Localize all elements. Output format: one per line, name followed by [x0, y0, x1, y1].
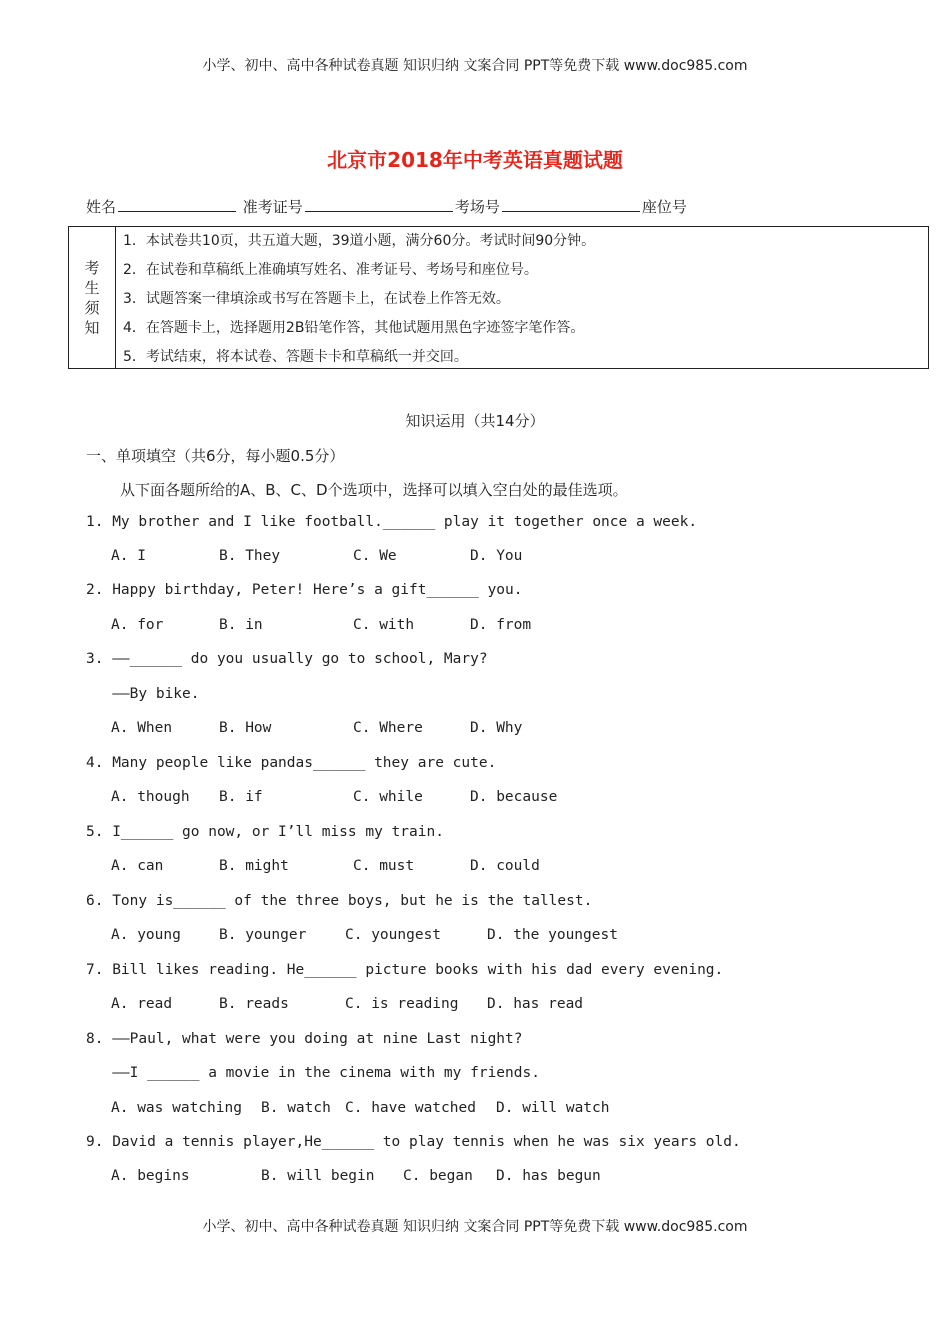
notice-label-char: 须: [84, 298, 100, 317]
option-d: D. the youngest: [487, 927, 618, 943]
page-title: 北京市2018年中考英语真题试题: [327, 148, 623, 172]
question-line: 2. Happy birthday, Peter! Here’s a gift______ you.: [86, 582, 523, 598]
option-a: A. read: [111, 996, 173, 1012]
section-title: 知识运用（共14分）: [405, 412, 545, 430]
question-line: 9. David a tennis player,He______ to play tennis when he was six years old.: [86, 1134, 741, 1150]
option-c: C. began: [403, 1168, 473, 1184]
option-d: D. has read: [487, 996, 584, 1012]
option-d: D. will watch: [496, 1100, 610, 1116]
option-b: B. in: [219, 617, 263, 633]
option-a: A. was watching: [111, 1100, 242, 1116]
option-b: B. if: [219, 789, 263, 805]
option-c: C. must: [353, 858, 415, 874]
room-label: 考场号: [454, 198, 500, 216]
option-a: A. young: [111, 927, 181, 943]
question-line: 5. I______ go now, or I’ll miss my train.: [86, 824, 444, 840]
candidate-info-line: [86, 196, 687, 217]
option-c: C. Where: [353, 720, 423, 736]
option-d: D. could: [470, 858, 540, 874]
question-line: 8. ——Paul, what were you doing at nine Last night?: [86, 1031, 523, 1047]
notice-item: 2．在试卷和草稿纸上准确填写姓名、准考证号、考场号和座位号。: [123, 262, 538, 278]
notice-label-char: 考: [84, 258, 100, 277]
question-line: 7. Bill likes reading. He______ picture books with his dad every evening.: [86, 962, 724, 978]
option-b: B. How: [219, 720, 272, 736]
page-footer: 小学、初中、高中各种试卷真题 知识归纳 文案合同 PPT等免费下载 www.doc985.com: [202, 1219, 748, 1235]
option-c: C. have watched: [345, 1100, 476, 1116]
option-b: B. might: [219, 858, 289, 874]
question-line: ——I ______ a movie in the cinema with my friends.: [86, 1065, 540, 1081]
notice-item: 4．在答题卡上，选择题用2B铅笔作答，其他试题用黑色字迹签字笔作答。: [123, 320, 585, 336]
option-d: D. from: [470, 617, 532, 633]
option-c: C. We: [353, 548, 397, 564]
question-line: 3. ——______ do you usually go to school, Mary?: [86, 651, 488, 667]
notice-item: 3．试题答案一律填涂或书写在答题卡上，在试卷上作答无效。: [123, 291, 510, 307]
notice-label-char: 生: [84, 278, 100, 297]
question-line: ——By bike.: [86, 686, 200, 702]
option-d: D. You: [470, 548, 523, 564]
option-c: C. while: [353, 789, 423, 805]
question-line: 4. Many people like pandas______ they are cute.: [86, 755, 497, 771]
seat-label: 座位号: [641, 198, 687, 216]
page-header: 小学、初中、高中各种试卷真题 知识归纳 文案合同 PPT等免费下载 www.doc985.com: [202, 58, 748, 74]
option-c: C. is reading: [345, 996, 459, 1012]
option-b: B. watch: [261, 1100, 331, 1116]
part-heading: 一、单项填空（共6分，每小题0.5分）: [86, 447, 345, 465]
option-a: A. When: [111, 720, 173, 736]
instruction-text: 从下面各题所给的A、B、C、D个选项中，选择可以填入空白处的最佳选项。: [120, 481, 628, 499]
question-line: 6. Tony is______ of the three boys, but he is the tallest.: [86, 893, 593, 909]
name-blank: [118, 197, 236, 212]
option-d: D. because: [470, 789, 558, 805]
option-d: D. Why: [470, 720, 523, 736]
option-d: D. has begun: [496, 1168, 601, 1184]
option-a: A. I: [111, 548, 146, 564]
option-a: A. can: [111, 858, 164, 874]
option-b: B. They: [219, 548, 281, 564]
notice-label-char: 知: [84, 318, 100, 337]
candidate-notice-box: [68, 226, 929, 369]
notice-items: [123, 229, 595, 374]
option-a: A. begins: [111, 1168, 190, 1184]
option-b: B. younger: [219, 927, 307, 943]
option-a: A. though: [111, 789, 190, 805]
ticket-blank: [305, 197, 453, 212]
notice-item: 5．考试结束，将本试卷、答题卡卡和草稿纸一并交回。: [123, 349, 468, 365]
option-c: C. youngest: [345, 927, 442, 943]
room-blank: [502, 197, 640, 212]
ticket-label: 准考证号: [242, 198, 303, 216]
option-b: B. reads: [219, 996, 289, 1012]
notice-item: 1．本试卷共10页，共五道大题，39道小题，满分60分。考试时间90分钟。: [123, 233, 596, 249]
option-b: B. will begin: [261, 1168, 375, 1184]
option-a: A. for: [111, 617, 164, 633]
notice-label: [69, 227, 116, 368]
name-label: 姓名: [86, 198, 117, 216]
option-c: C. with: [353, 617, 415, 633]
question-line: 1. My brother and I like football.______ play it together once a week.: [86, 514, 698, 530]
